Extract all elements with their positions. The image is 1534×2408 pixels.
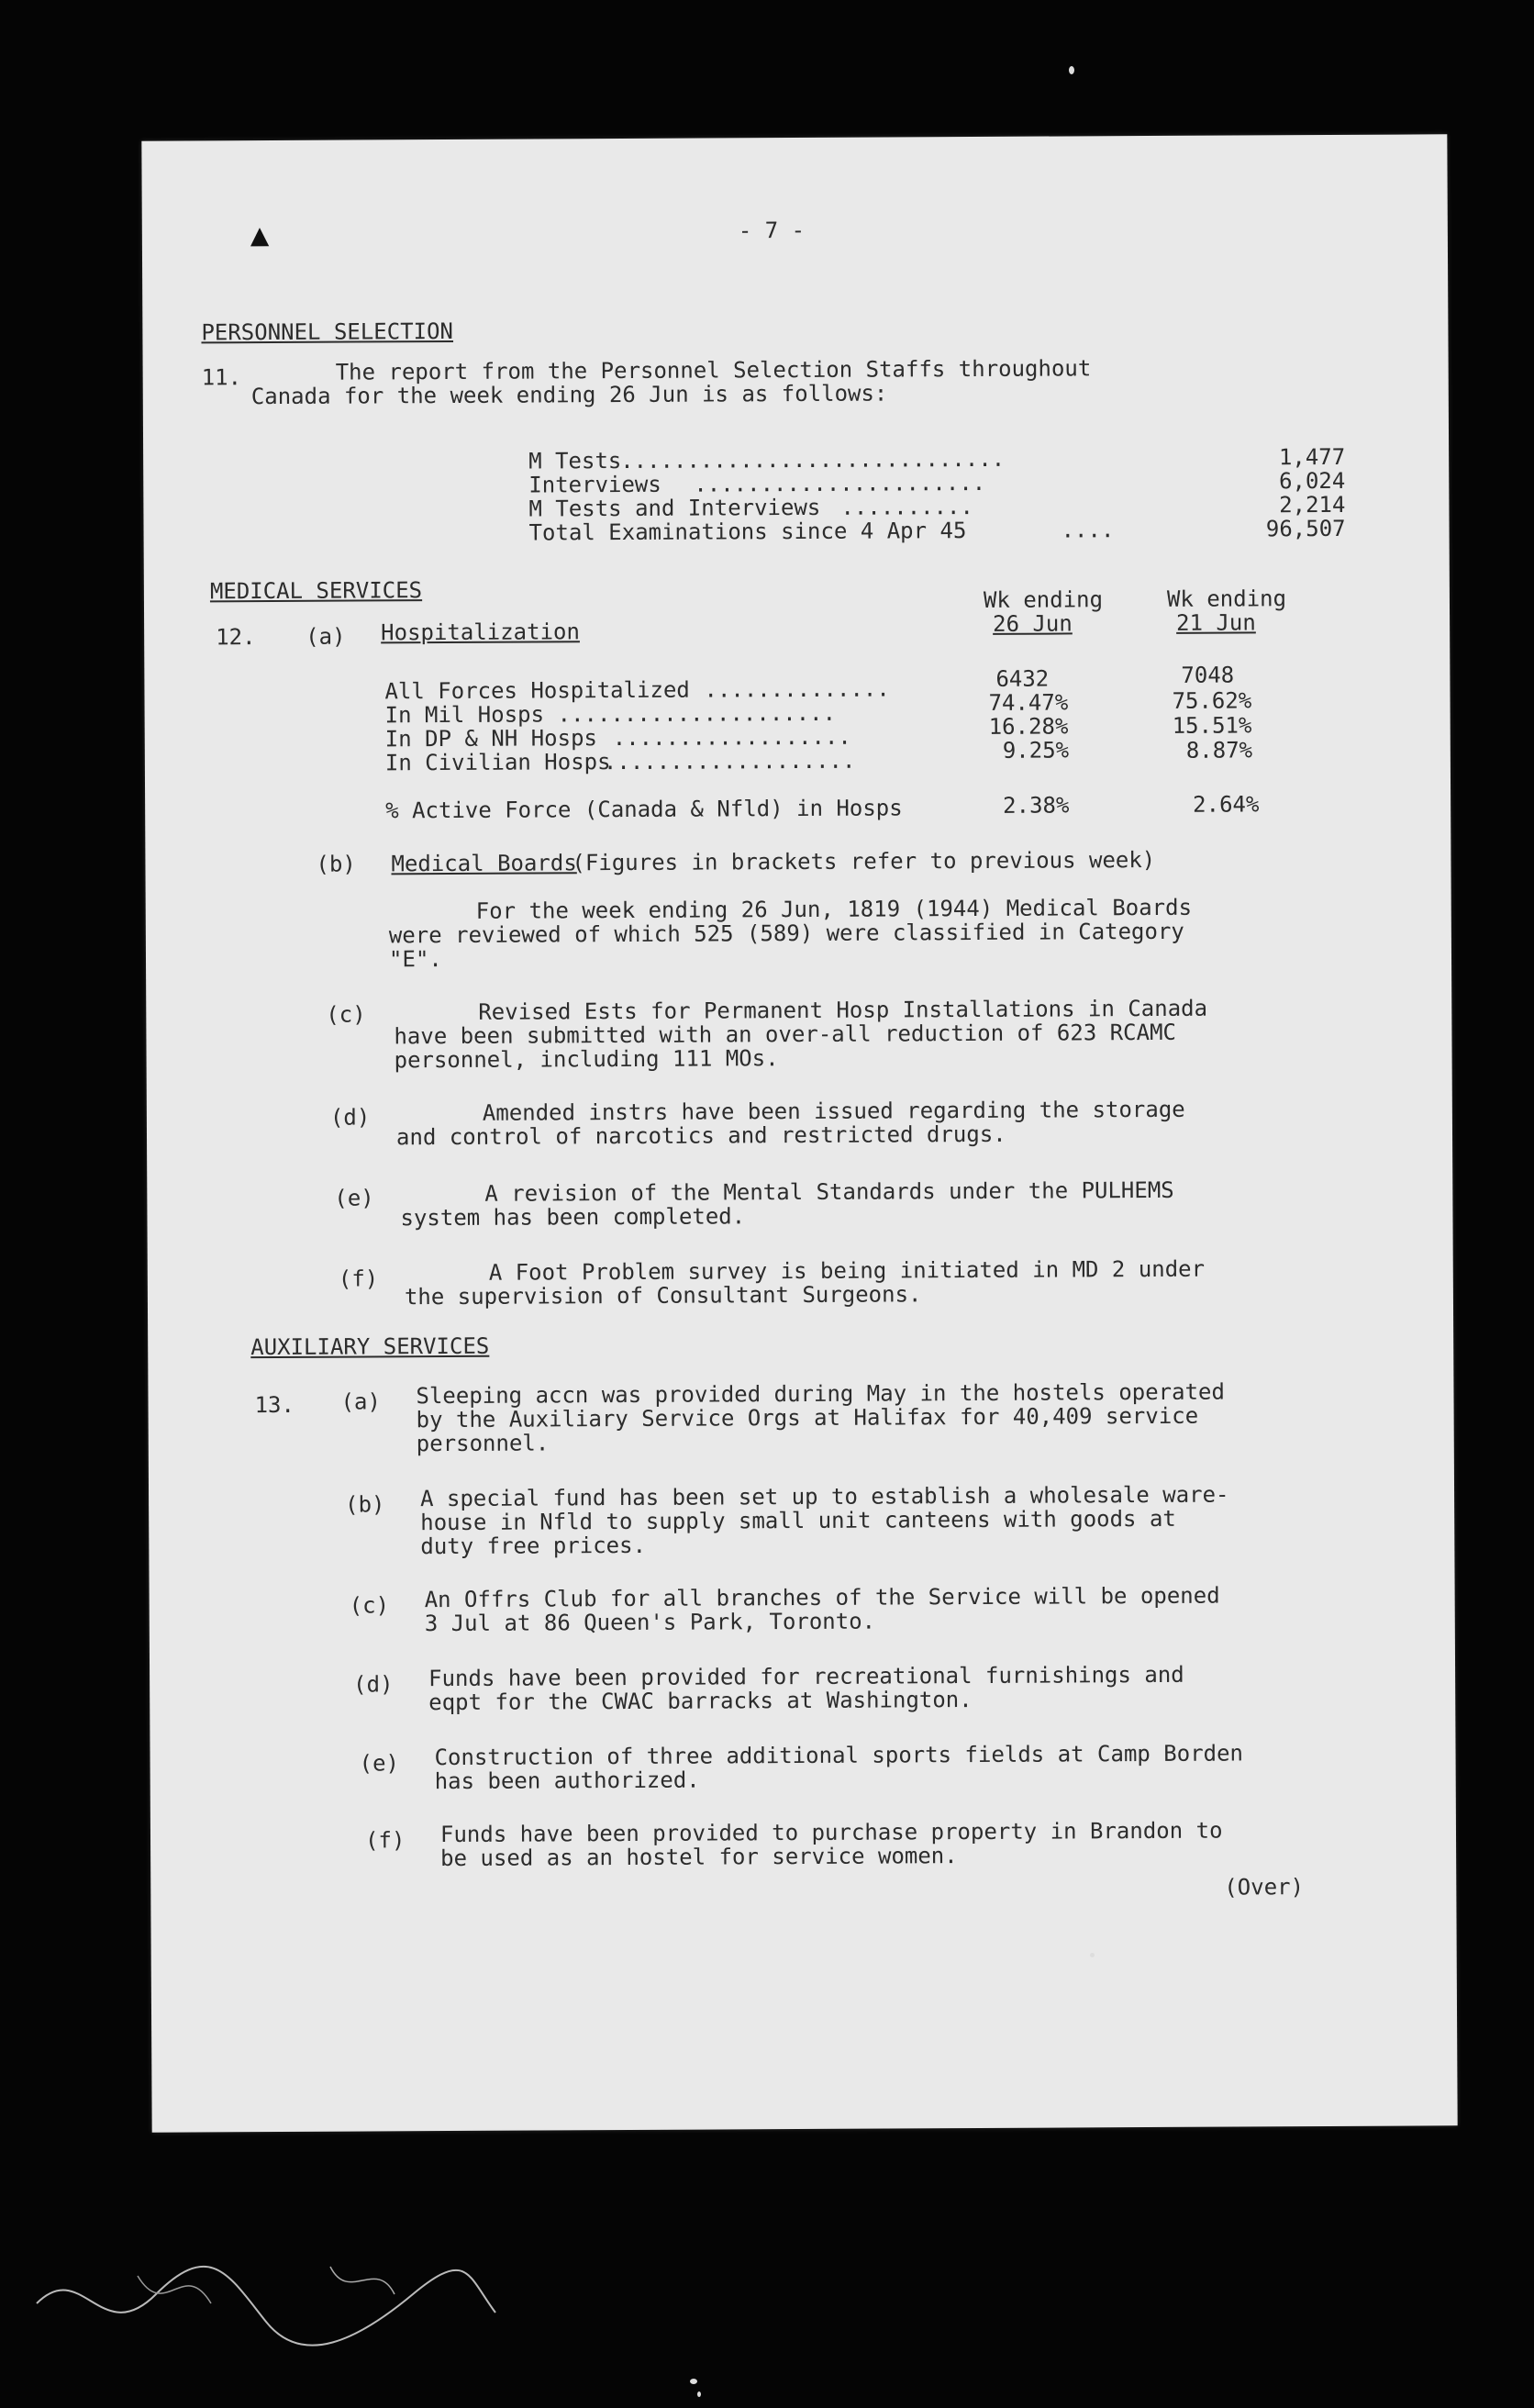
- table-cell: 75.62%: [1172, 687, 1252, 714]
- para-text: Construction of three additional sports fields at Camp Borden: [434, 1740, 1244, 1771]
- stat-value: 96,507: [1265, 515, 1346, 542]
- table-cell: 2.64%: [1193, 791, 1260, 818]
- sub-letter: (e): [334, 1185, 374, 1211]
- dust-speck: [690, 2379, 697, 2384]
- stat-value: 6,024: [1278, 467, 1346, 495]
- film-scratch: [28, 2239, 505, 2368]
- para-text: house in Nfld to supply small unit canteens with goods at: [420, 1505, 1176, 1536]
- sub-note: (Figures in brackets refer to previous week): [572, 846, 1156, 876]
- sub-letter: (f): [364, 1827, 406, 1854]
- column-header: 26 Jun: [993, 610, 1073, 637]
- dust-speck: [1069, 66, 1074, 74]
- dust-speck: [697, 2391, 701, 2397]
- leader-dots: ..................: [612, 723, 851, 752]
- para-number: 13.: [254, 1391, 295, 1419]
- para-text: Canada for the week ending 26 Jun is as follows:: [250, 380, 888, 410]
- dust-speck: [1090, 1953, 1095, 1957]
- para-text: eqpt for the CWAC barracks at Washington.: [428, 1687, 973, 1716]
- table-cell: 9.25%: [1002, 737, 1070, 764]
- table-cell: 6432: [995, 665, 1050, 692]
- para-text: For the week ending 26 Jun, 1819 (1944) Medical Boards: [475, 894, 1193, 924]
- table-cell: 2.38%: [1003, 792, 1070, 819]
- para-text: by the Auxiliary Service Orgs at Halifax for 40,409 service: [416, 1402, 1199, 1433]
- table-cell: 15.51%: [1172, 712, 1252, 739]
- leader-dots: ..........: [840, 493, 973, 520]
- punch-mark: ▲: [250, 217, 270, 254]
- stat-value: 2,214: [1279, 491, 1346, 518]
- para-number: 11.: [201, 364, 242, 391]
- leader-dots: ..............: [704, 675, 890, 703]
- para-text: Amended instrs have been issued regarding the storage: [482, 1096, 1185, 1126]
- para-text: has been authorized.: [434, 1767, 700, 1795]
- stat-label: Interviews: [528, 471, 661, 498]
- leader-dots: .....................: [557, 699, 837, 728]
- para-text: Revised Ests for Permanent Hosp Installations in Canada: [478, 995, 1208, 1025]
- column-header: Wk ending: [983, 586, 1104, 613]
- sub-letter: (d): [329, 1104, 371, 1131]
- table-cell: 7048: [1181, 662, 1235, 688]
- sub-letter: (a): [340, 1388, 381, 1415]
- para-text: personnel.: [416, 1430, 550, 1457]
- para-text: The report from the Personnel Selection Staffs throughout: [335, 355, 1092, 385]
- footer-over: (Over): [1224, 1874, 1305, 1901]
- stat-label: M Tests and Interviews: [528, 494, 821, 522]
- sub-letter: (b): [316, 851, 356, 877]
- para-text: "E".: [388, 946, 442, 973]
- column-header: Wk ending: [1166, 585, 1287, 612]
- para-text: A Foot Problem survey is being initiated in MD 2 under: [488, 1255, 1206, 1286]
- table-row-label: All Forces Hospitalized: [384, 676, 690, 705]
- para-text: be used as an hostel for service women.: [440, 1843, 958, 1872]
- table-row-label: In Mil Hosps: [384, 701, 545, 729]
- sub-letter: (c): [349, 1592, 390, 1619]
- sub-letter: (c): [326, 1001, 366, 1028]
- leader-dots: .............................: [620, 445, 1006, 474]
- page-number: - 7 -: [738, 217, 806, 244]
- sub-letter: (d): [353, 1671, 394, 1698]
- document-page: [141, 134, 1457, 2132]
- para-text: the supervision of Consultant Surgeons.: [404, 1281, 922, 1310]
- para-text: Funds have been provided for recreational furnishings and: [428, 1661, 1184, 1692]
- para-text: system has been completed.: [400, 1203, 746, 1232]
- para-text: Funds have been provided to purchase property in Brandon to: [439, 1817, 1223, 1848]
- para-text: A special fund has been set up to establish a wholesale ware-: [420, 1481, 1229, 1512]
- para-number: 12.: [216, 624, 256, 651]
- para-text: duty free prices.: [420, 1532, 647, 1560]
- sub-letter: (f): [338, 1265, 379, 1292]
- sub-heading: Medical Boards: [391, 850, 577, 877]
- table-cell: 8.87%: [1185, 737, 1253, 764]
- para-text: personnel, including 111 MOs.: [394, 1045, 779, 1074]
- stat-label: Total Examinations since 4 Apr 45: [528, 518, 967, 546]
- sub-letter: (a): [306, 623, 346, 650]
- leader-dots: ......................: [694, 469, 986, 497]
- section-heading-medical: MEDICAL SERVICES: [209, 577, 423, 605]
- sub-letter: (e): [359, 1750, 400, 1777]
- table-row-label: In Civilian Hosps: [384, 749, 611, 776]
- para-text: An Offrs Club for all branches of the Service will be opened: [424, 1582, 1220, 1613]
- table-cell: 74.47%: [988, 689, 1069, 716]
- para-text: have been submitted with an over-all reduction of 623 RCAMC: [394, 1019, 1177, 1050]
- leader-dots: ...................: [603, 747, 856, 775]
- sub-heading: Hospitalization: [381, 619, 580, 646]
- para-text: Sleeping accn was provided during May in the hostels operated: [416, 1378, 1225, 1410]
- table-row-label: In DP & NH Hosps: [384, 725, 598, 752]
- stat-value: 1,477: [1278, 443, 1346, 471]
- section-heading-auxiliary: AUXILIARY SERVICES: [250, 1332, 490, 1361]
- table-cell: 16.28%: [988, 713, 1069, 740]
- para-text: A revision of the Mental Standards under the PULHEMS: [484, 1176, 1174, 1207]
- leader-dots: ....: [1061, 517, 1115, 543]
- stat-label: M Tests: [528, 448, 622, 474]
- sub-letter: (b): [345, 1491, 385, 1518]
- para-text: were reviewed of which 525 (589) were classified in Category: [388, 918, 1184, 949]
- section-heading-personnel: PERSONNEL SELECTION: [201, 318, 454, 346]
- column-header: 21 Jun: [1176, 609, 1256, 636]
- para-text: and control of narcotics and restricted drugs.: [395, 1120, 1006, 1151]
- para-text: 3 Jul at 86 Queen's Park, Toronto.: [424, 1608, 876, 1637]
- table-row-label: % Active Force (Canada & Nfld) in Hosps: [385, 795, 903, 824]
